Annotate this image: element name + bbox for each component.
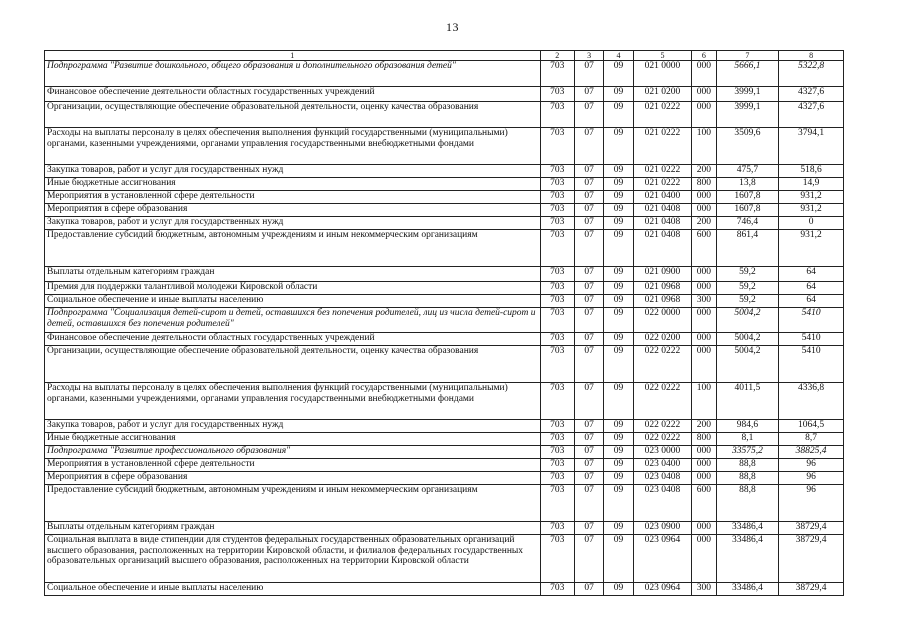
row-cell-c8: 518,6 (779, 165, 844, 178)
row-cell-c6: 600 (692, 485, 716, 522)
row-cell-c3: 07 (574, 472, 603, 485)
row-cell-c5: 021 0968 (633, 282, 692, 295)
table-row (45, 433, 844, 446)
row-cell-c5: 023 0900 (633, 522, 692, 535)
row-cell-c3: 07 (574, 282, 603, 295)
table-row (45, 383, 844, 420)
row-cell-c5: 021 0968 (633, 295, 692, 308)
row-cell-c3: 07 (574, 383, 603, 420)
row-name: Организации, осуществляющие обеспечение образовательной деятельности, оценку качества образования (45, 346, 541, 383)
row-cell-c7: 3999,1 (716, 87, 779, 102)
row-cell-c6: 000 (692, 535, 716, 583)
table-row (45, 333, 844, 346)
row-cell-c7: 59,2 (716, 282, 779, 295)
row-name: Подпрограмма "Развитие профессионального образования" (45, 446, 541, 459)
row-cell-c4: 09 (604, 217, 633, 230)
row-cell-c4: 09 (604, 346, 633, 383)
row-name: Премия для поддержки талантливой молодежи Кировской области (45, 282, 541, 295)
row-name: Выплаты отдельным категориям граждан (45, 522, 541, 535)
row-name: Предоставление субсидий бюджетным, автономным учреждениям и иным некоммерческим организациям (45, 485, 541, 522)
table-row (45, 446, 844, 459)
row-cell-c7: 1607,8 (716, 191, 779, 204)
row-cell-c5: 021 0222 (633, 128, 692, 165)
row-cell-c3: 07 (574, 295, 603, 308)
row-cell-c2: 703 (540, 128, 574, 165)
row-cell-c3: 07 (574, 128, 603, 165)
row-name: Организации, осуществляющие обеспечение образовательной деятельности, оценку качества образования (45, 102, 541, 128)
row-cell-c8: 1064,5 (779, 420, 844, 433)
row-cell-c4: 09 (604, 267, 633, 282)
row-cell-c4: 09 (604, 333, 633, 346)
table-row (45, 165, 844, 178)
row-cell-c7: 3999,1 (716, 102, 779, 128)
row-cell-c8: 931,2 (779, 191, 844, 204)
row-name: Финансовое обеспечение деятельности областных государственных учреждений (45, 87, 541, 102)
row-cell-c4: 09 (604, 178, 633, 191)
row-cell-c7: 861,4 (716, 230, 779, 267)
row-cell-c2: 703 (540, 230, 574, 267)
table-row (45, 87, 844, 102)
row-cell-c5: 021 0222 (633, 102, 692, 128)
row-cell-c4: 09 (604, 433, 633, 446)
row-cell-c8: 931,2 (779, 230, 844, 267)
table-row (45, 420, 844, 433)
row-name: Закупка товаров, работ и услуг для государственных нужд (45, 165, 541, 178)
row-cell-c6: 000 (692, 459, 716, 472)
column-header: 8 (779, 51, 844, 61)
table-row (45, 583, 844, 596)
row-name: Подпрограмма "Социализация детей-сирот и детей, оставшихся без попечения родителей, лиц из числа детей-сирот и детей, оставшихся без попечения родителей" (45, 308, 541, 333)
row-cell-c6: 000 (692, 282, 716, 295)
row-name: Социальное обеспечение и иные выплаты населению (45, 583, 541, 596)
row-cell-c5: 023 0000 (633, 446, 692, 459)
row-cell-c6: 100 (692, 383, 716, 420)
row-cell-c3: 07 (574, 420, 603, 433)
table-header-row (45, 51, 844, 61)
row-cell-c5: 023 0408 (633, 472, 692, 485)
row-name: Социальная выплата в виде стипендии для студентов федеральных государственных образовательных организаций высшего образования, расположенных на территории Кировской области, и филиалов федеральных государственных образовательных организаций высшего образования, расположенных на территории Кировской области (45, 535, 541, 583)
row-cell-c7: 475,7 (716, 165, 779, 178)
row-cell-c6: 200 (692, 165, 716, 178)
row-cell-c2: 703 (540, 420, 574, 433)
row-cell-c3: 07 (574, 191, 603, 204)
row-cell-c8: 64 (779, 282, 844, 295)
row-cell-c6: 200 (692, 217, 716, 230)
row-cell-c8: 38729,4 (779, 535, 844, 583)
row-cell-c8: 5410 (779, 346, 844, 383)
table-row (45, 178, 844, 191)
budget-table (44, 50, 844, 596)
table-row (45, 267, 844, 282)
row-cell-c5: 023 0400 (633, 459, 692, 472)
row-cell-c5: 022 0222 (633, 433, 692, 446)
row-cell-c2: 703 (540, 346, 574, 383)
row-cell-c4: 09 (604, 230, 633, 267)
row-cell-c3: 07 (574, 217, 603, 230)
table-row (45, 191, 844, 204)
row-cell-c5: 022 0222 (633, 420, 692, 433)
row-name: Расходы на выплаты персоналу в целях обеспечения выполнения функций государственными (муниципальными) органами, казенными учреждениями, органами управления государственными внебюджетными фондами (45, 383, 541, 420)
row-cell-c2: 703 (540, 191, 574, 204)
row-cell-c4: 09 (604, 87, 633, 102)
row-cell-c5: 021 0900 (633, 267, 692, 282)
row-cell-c8: 96 (779, 459, 844, 472)
row-cell-c6: 600 (692, 230, 716, 267)
row-cell-c5: 023 0408 (633, 485, 692, 522)
row-cell-c3: 07 (574, 583, 603, 596)
row-cell-c4: 09 (604, 535, 633, 583)
row-name: Иные бюджетные ассигнования (45, 433, 541, 446)
row-cell-c2: 703 (540, 583, 574, 596)
row-cell-c4: 09 (604, 204, 633, 217)
row-cell-c4: 09 (604, 61, 633, 87)
table-row (45, 128, 844, 165)
row-cell-c3: 07 (574, 178, 603, 191)
table-row (45, 295, 844, 308)
row-name: Мероприятия в сфере образования (45, 204, 541, 217)
row-cell-c2: 703 (540, 178, 574, 191)
row-cell-c3: 07 (574, 87, 603, 102)
row-cell-c4: 09 (604, 191, 633, 204)
table-row (45, 535, 844, 583)
row-cell-c5: 023 0964 (633, 535, 692, 583)
row-cell-c3: 07 (574, 333, 603, 346)
row-cell-c3: 07 (574, 459, 603, 472)
row-cell-c3: 07 (574, 308, 603, 333)
row-cell-c7: 3509,6 (716, 128, 779, 165)
row-cell-c4: 09 (604, 522, 633, 535)
row-cell-c7: 33486,4 (716, 522, 779, 535)
row-name: Мероприятия в установленной сфере деятельности (45, 459, 541, 472)
row-cell-c7: 59,2 (716, 267, 779, 282)
row-name: Закупка товаров, работ и услуг для государственных нужд (45, 420, 541, 433)
row-cell-c2: 703 (540, 485, 574, 522)
row-cell-c8: 64 (779, 295, 844, 308)
row-cell-c2: 703 (540, 308, 574, 333)
row-cell-c8: 4336,8 (779, 383, 844, 420)
row-cell-c5: 021 0400 (633, 191, 692, 204)
row-cell-c5: 022 0000 (633, 308, 692, 333)
row-cell-c3: 07 (574, 522, 603, 535)
row-cell-c2: 703 (540, 459, 574, 472)
row-cell-c3: 07 (574, 230, 603, 267)
row-cell-c4: 09 (604, 165, 633, 178)
row-cell-c7: 33486,4 (716, 535, 779, 583)
column-header: 5 (633, 51, 692, 61)
row-cell-c6: 000 (692, 522, 716, 535)
row-cell-c8: 96 (779, 472, 844, 485)
row-cell-c3: 07 (574, 61, 603, 87)
row-cell-c4: 09 (604, 420, 633, 433)
row-cell-c5: 023 0964 (633, 583, 692, 596)
column-header: 6 (692, 51, 716, 61)
page-number: 13 (446, 20, 459, 34)
table-row (45, 472, 844, 485)
row-cell-c4: 09 (604, 308, 633, 333)
row-cell-c8: 931,2 (779, 204, 844, 217)
row-cell-c2: 703 (540, 61, 574, 87)
row-cell-c5: 022 0222 (633, 346, 692, 383)
row-cell-c3: 07 (574, 102, 603, 128)
table-row (45, 230, 844, 267)
row-cell-c4: 09 (604, 459, 633, 472)
row-cell-c6: 000 (692, 191, 716, 204)
row-cell-c3: 07 (574, 446, 603, 459)
row-cell-c7: 5666,1 (716, 61, 779, 87)
row-name: Предоставление субсидий бюджетным, автономным учреждениям и иным некоммерческим организациям (45, 230, 541, 267)
row-cell-c8: 3794,1 (779, 128, 844, 165)
row-name: Социальное обеспечение и иные выплаты населению (45, 295, 541, 308)
row-cell-c5: 021 0200 (633, 87, 692, 102)
table-body (45, 61, 844, 596)
row-cell-c6: 000 (692, 333, 716, 346)
row-cell-c4: 09 (604, 102, 633, 128)
table-row (45, 102, 844, 128)
column-header: 2 (540, 51, 574, 61)
row-cell-c4: 09 (604, 472, 633, 485)
row-cell-c8: 4327,6 (779, 87, 844, 102)
row-cell-c7: 5004,2 (716, 308, 779, 333)
table-row (45, 61, 844, 87)
row-cell-c2: 703 (540, 433, 574, 446)
row-cell-c4: 09 (604, 583, 633, 596)
row-cell-c2: 703 (540, 472, 574, 485)
table-row (45, 522, 844, 535)
row-cell-c7: 13,8 (716, 178, 779, 191)
row-cell-c2: 703 (540, 267, 574, 282)
row-cell-c2: 703 (540, 217, 574, 230)
row-cell-c2: 703 (540, 282, 574, 295)
row-cell-c4: 09 (604, 485, 633, 522)
row-cell-c6: 000 (692, 87, 716, 102)
row-cell-c6: 000 (692, 346, 716, 383)
row-cell-c5: 021 0408 (633, 230, 692, 267)
row-cell-c7: 1607,8 (716, 204, 779, 217)
row-cell-c8: 64 (779, 267, 844, 282)
row-cell-c6: 000 (692, 308, 716, 333)
row-cell-c5: 021 0222 (633, 178, 692, 191)
row-cell-c3: 07 (574, 165, 603, 178)
column-header: 3 (574, 51, 603, 61)
row-cell-c5: 021 0408 (633, 217, 692, 230)
row-cell-c7: 984,6 (716, 420, 779, 433)
row-cell-c3: 07 (574, 485, 603, 522)
row-cell-c6: 300 (692, 295, 716, 308)
row-cell-c5: 021 0000 (633, 61, 692, 87)
row-cell-c8: 38825,4 (779, 446, 844, 459)
column-header: 4 (604, 51, 633, 61)
row-cell-c7: 59,2 (716, 295, 779, 308)
row-cell-c8: 96 (779, 485, 844, 522)
row-cell-c4: 09 (604, 383, 633, 420)
row-cell-c7: 88,8 (716, 485, 779, 522)
row-name: Подпрограмма "Развитие дошкольного, общего образования и дополнительного образования детей" (45, 61, 541, 87)
row-cell-c7: 88,8 (716, 459, 779, 472)
row-cell-c6: 000 (692, 61, 716, 87)
row-cell-c8: 38729,4 (779, 583, 844, 596)
row-cell-c7: 33486,4 (716, 583, 779, 596)
row-cell-c4: 09 (604, 282, 633, 295)
row-cell-c2: 703 (540, 333, 574, 346)
row-cell-c8: 0 (779, 217, 844, 230)
table-row (45, 459, 844, 472)
row-name: Выплаты отдельным категориям граждан (45, 267, 541, 282)
row-cell-c8: 5410 (779, 308, 844, 333)
row-cell-c6: 200 (692, 420, 716, 433)
row-name: Закупка товаров, работ и услуг для государственных нужд (45, 217, 541, 230)
row-cell-c2: 703 (540, 87, 574, 102)
row-cell-c7: 4011,5 (716, 383, 779, 420)
row-cell-c2: 703 (540, 446, 574, 459)
row-cell-c8: 14,9 (779, 178, 844, 191)
row-cell-c2: 703 (540, 535, 574, 583)
row-cell-c7: 8,1 (716, 433, 779, 446)
row-cell-c3: 07 (574, 535, 603, 583)
row-cell-c5: 021 0222 (633, 165, 692, 178)
row-name: Мероприятия в установленной сфере деятельности (45, 191, 541, 204)
row-cell-c3: 07 (574, 204, 603, 217)
row-name: Финансовое обеспечение деятельности областных государственных учреждений (45, 333, 541, 346)
row-cell-c6: 000 (692, 102, 716, 128)
row-cell-c6: 000 (692, 472, 716, 485)
row-cell-c7: 88,8 (716, 472, 779, 485)
row-cell-c5: 021 0408 (633, 204, 692, 217)
row-cell-c6: 100 (692, 128, 716, 165)
row-cell-c6: 800 (692, 433, 716, 446)
row-cell-c2: 703 (540, 102, 574, 128)
row-cell-c4: 09 (604, 128, 633, 165)
column-header: 1 (45, 51, 541, 61)
row-cell-c2: 703 (540, 204, 574, 217)
row-cell-c3: 07 (574, 346, 603, 383)
row-cell-c6: 000 (692, 446, 716, 459)
row-cell-c6: 300 (692, 583, 716, 596)
row-cell-c3: 07 (574, 267, 603, 282)
row-cell-c7: 5004,2 (716, 346, 779, 383)
row-cell-c2: 703 (540, 383, 574, 420)
row-cell-c2: 703 (540, 522, 574, 535)
row-cell-c5: 022 0222 (633, 383, 692, 420)
table-row (45, 308, 844, 333)
table-row (45, 346, 844, 383)
row-cell-c6: 000 (692, 204, 716, 217)
row-name: Иные бюджетные ассигнования (45, 178, 541, 191)
row-name: Мероприятия в сфере образования (45, 472, 541, 485)
row-cell-c8: 5410 (779, 333, 844, 346)
row-cell-c4: 09 (604, 295, 633, 308)
row-cell-c6: 000 (692, 267, 716, 282)
column-header: 7 (716, 51, 779, 61)
table-row (45, 485, 844, 522)
row-cell-c5: 022 0200 (633, 333, 692, 346)
row-cell-c7: 33575,2 (716, 446, 779, 459)
table-row (45, 204, 844, 217)
row-name: Расходы на выплаты персоналу в целях обеспечения выполнения функций государственными (муниципальными) органами, казенными учреждениями, органами управления государственными внебюджетными фондами (45, 128, 541, 165)
table-row (45, 217, 844, 230)
row-cell-c8: 5322,8 (779, 61, 844, 87)
row-cell-c8: 38729,4 (779, 522, 844, 535)
row-cell-c6: 800 (692, 178, 716, 191)
row-cell-c4: 09 (604, 446, 633, 459)
row-cell-c8: 8,7 (779, 433, 844, 446)
row-cell-c7: 5004,2 (716, 333, 779, 346)
row-cell-c2: 703 (540, 165, 574, 178)
row-cell-c3: 07 (574, 433, 603, 446)
row-cell-c2: 703 (540, 295, 574, 308)
table-row (45, 282, 844, 295)
row-cell-c7: 746,4 (716, 217, 779, 230)
row-cell-c8: 4327,6 (779, 102, 844, 128)
